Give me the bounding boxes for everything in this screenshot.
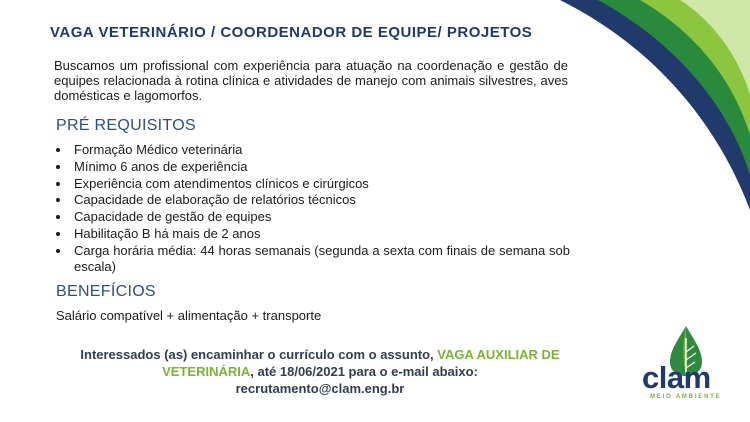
requirement-item: Experiência com atendimentos clínicos e cirúrgicos — [54, 176, 570, 192]
requirements-heading: PRÉ REQUISITOS — [56, 117, 196, 134]
requirement-item: Capacidade de gestão de equipes — [54, 209, 570, 225]
logo-tagline: MEIO AMBIENTE — [650, 394, 722, 400]
logo-wordmark: clam — [642, 360, 711, 395]
contact-deadline: , até 18/06/2021 para o e-mail abaixo: — [250, 364, 478, 379]
requirement-item: Capacidade de elaboração de relatórios técnicos — [54, 192, 570, 208]
requirements-list — [54, 142, 570, 275]
job-title: VAGA VETERINÁRIO / COORDENADOR DE EQUIPE/ PROJETOS — [50, 24, 533, 41]
email-subject: VAGA AUXILIAR DE VETERINÁRIA — [162, 347, 560, 379]
requirement-item: Habilitação B há mais de 2 anos — [54, 226, 570, 242]
contact-text: Interessados (as) encaminhar o currículo com o assunto, — [80, 347, 438, 362]
benefits-heading: BENEFÍCIOS — [56, 283, 156, 300]
job-description: Buscamos um profissional com experiência para atuação na coordenação e gestão de equipes relacionada à rotina clínica e atividades de manejo com animais silvestres, aves domésticas e lagomorfos. — [54, 58, 568, 103]
requirement-item: Formação Médico veterinária — [54, 142, 570, 158]
benefits-text: Salário compatível + alimentação + transporte — [56, 308, 322, 323]
requirement-item: Carga horária média: 44 horas semanais (segunda a sexta com finais de semana sob escala) — [54, 243, 570, 275]
requirement-item: Mínimo 6 anos de experiência — [54, 159, 570, 175]
contact-email[interactable]: recrutamento@clam.eng.br — [235, 381, 405, 396]
contact-instructions — [58, 346, 582, 397]
